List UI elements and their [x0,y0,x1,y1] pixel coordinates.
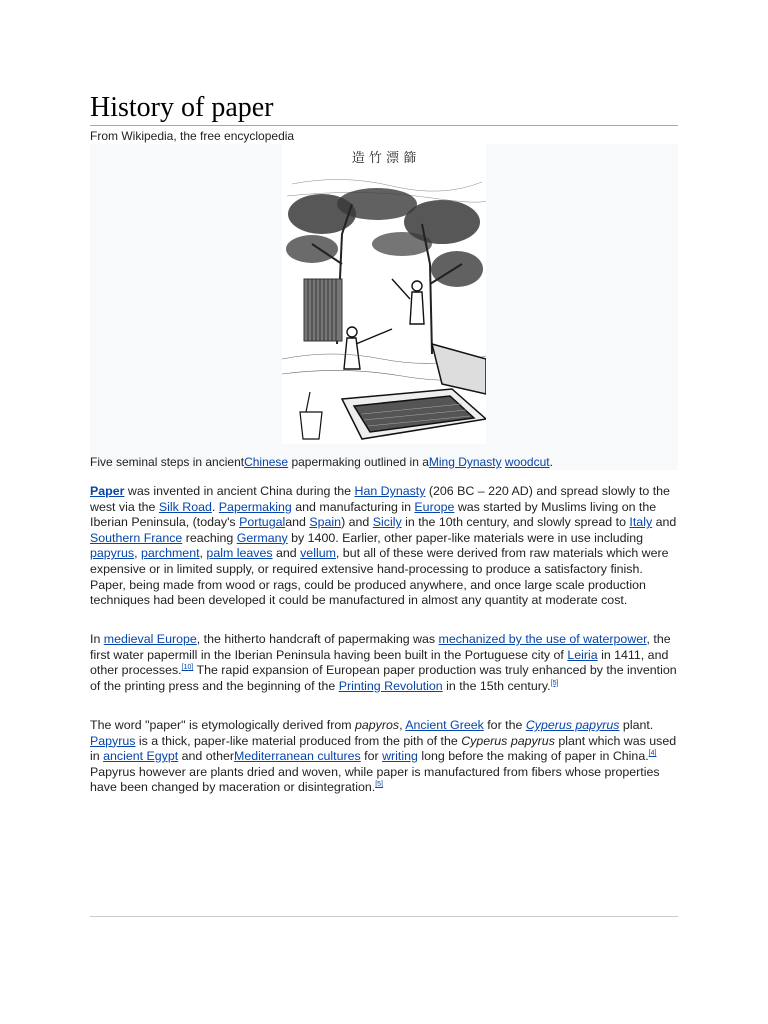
tagline: From Wikipedia, the free encyclopedia [90,129,295,143]
reference-4[interactable]: [4] [648,750,657,758]
link-woodcut[interactable]: woodcut [504,455,550,469]
woodcut-heading: 造 竹 漂 篩 [351,151,417,166]
bottom-divider [90,916,678,917]
link-italy[interactable]: Italy [629,515,653,530]
link-vellum[interactable]: vellum [300,546,336,561]
chinese-woodcut-papermaking-illustration-icon [282,144,486,444]
link-medieval-europe[interactable]: medieval Europe [103,632,197,646]
link-europe[interactable]: Europe [414,499,455,514]
reference-10[interactable]: [10] [181,664,194,672]
title-divider [90,125,678,126]
link-papyrus[interactable]: papyrus [90,546,135,561]
reference-5b[interactable]: [5] [375,781,383,789]
link-writing[interactable]: writing [382,749,418,764]
link-parchment[interactable]: parchment [140,546,200,561]
paragraph-etymology: The word "paper" is etymologically derived from papyros, Ancient Greek for the Cyperus papyrus plant. Papyrus is a thick, paper-like material produced from the pith of the Cyperus papyrus plant which was used in ancient Egypt and otherMediterranean cultures for writing long before the making of paper in China.[4] Papyrus however are plants dried and woven, while paper is manufactured from fibers whose properties have been changed by maceration or disintegration.[5] [90,718,677,795]
link-silk-road[interactable]: Silk Road [158,499,212,514]
link-ancient-greek[interactable]: Ancient Greek [405,718,484,732]
link-printing-revolution[interactable]: Printing Revolution [338,678,443,693]
link-cyperus-papyrus[interactable]: Cyperus papyrus [525,718,620,732]
paragraph-intro: Paper was invented in ancient China during the Han Dynasty (206 BC – 220 AD) and spread slowly to the west via the Silk Road. Papermaking and manufacturing in Europe was started by Muslims living on the Iberian Peninsula, (today's Portugaland Spain) and Sicily in the 10th century, and slowly spread to Italy and Southern France reaching Germany by 1400. Earlier, other paper-like materials were in use including papyrus, parchment, palm leaves and vellum, but all of these were derived from raw materials which were expensive or in limited supply, or required extensive hand-processing to produce a satisfactory finish. Paper, being made from wood or rags, could be produced anywhere, and once large scale production techniques had been developed it could be manufactured in almost any quantity at moderate cost. [90,484,677,608]
link-portugal[interactable]: Portugal [239,515,286,530]
link-han-dynasty[interactable]: Han Dynasty [354,484,426,498]
link-chinese[interactable]: Chinese [244,455,289,469]
paragraph-medieval: In medieval Europe, the hitherto handcraft of papermaking was mechanized by the use of waterpower, the first water papermill in the Iberian Peninsula having been built in the Portuguese city of Leiria in 1411, and other processes.[10] The rapid expansion of European paper production was truly enhanced by the invention of the printing press and the beginning of the Printing Revolution in the 15th century.[5] [90,632,677,693]
link-ming-dynasty[interactable]: Ming Dynasty [428,455,502,469]
link-leiria[interactable]: Leiria [567,647,598,662]
link-sicily[interactable]: Sicily [372,515,402,530]
figure-caption: Five seminal steps in ancientChinese papermaking outlined in aMing Dynasty woodcut. [90,455,553,469]
link-palm-leaves[interactable]: palm leaves [206,546,273,561]
link-paper[interactable]: Paper [90,484,125,498]
link-mechanized[interactable]: mechanized by the use of waterpower [438,632,647,646]
figure-box [90,144,678,470]
reference-5[interactable]: [5] [550,679,559,687]
link-mediterranean-cultures[interactable]: Mediterranean cultures [234,749,361,764]
link-papyrus-2[interactable]: Papyrus [90,733,136,748]
link-spain[interactable]: Spain [309,515,342,530]
link-ancient-egypt[interactable]: ancient Egypt [103,749,179,764]
woodcut-image[interactable] [282,144,486,444]
link-germany[interactable]: Germany [236,530,288,545]
link-papermaking[interactable]: Papermaking [218,499,292,514]
link-southern-france[interactable]: Southern France [90,530,183,545]
page-title: History of paper [90,92,274,123]
